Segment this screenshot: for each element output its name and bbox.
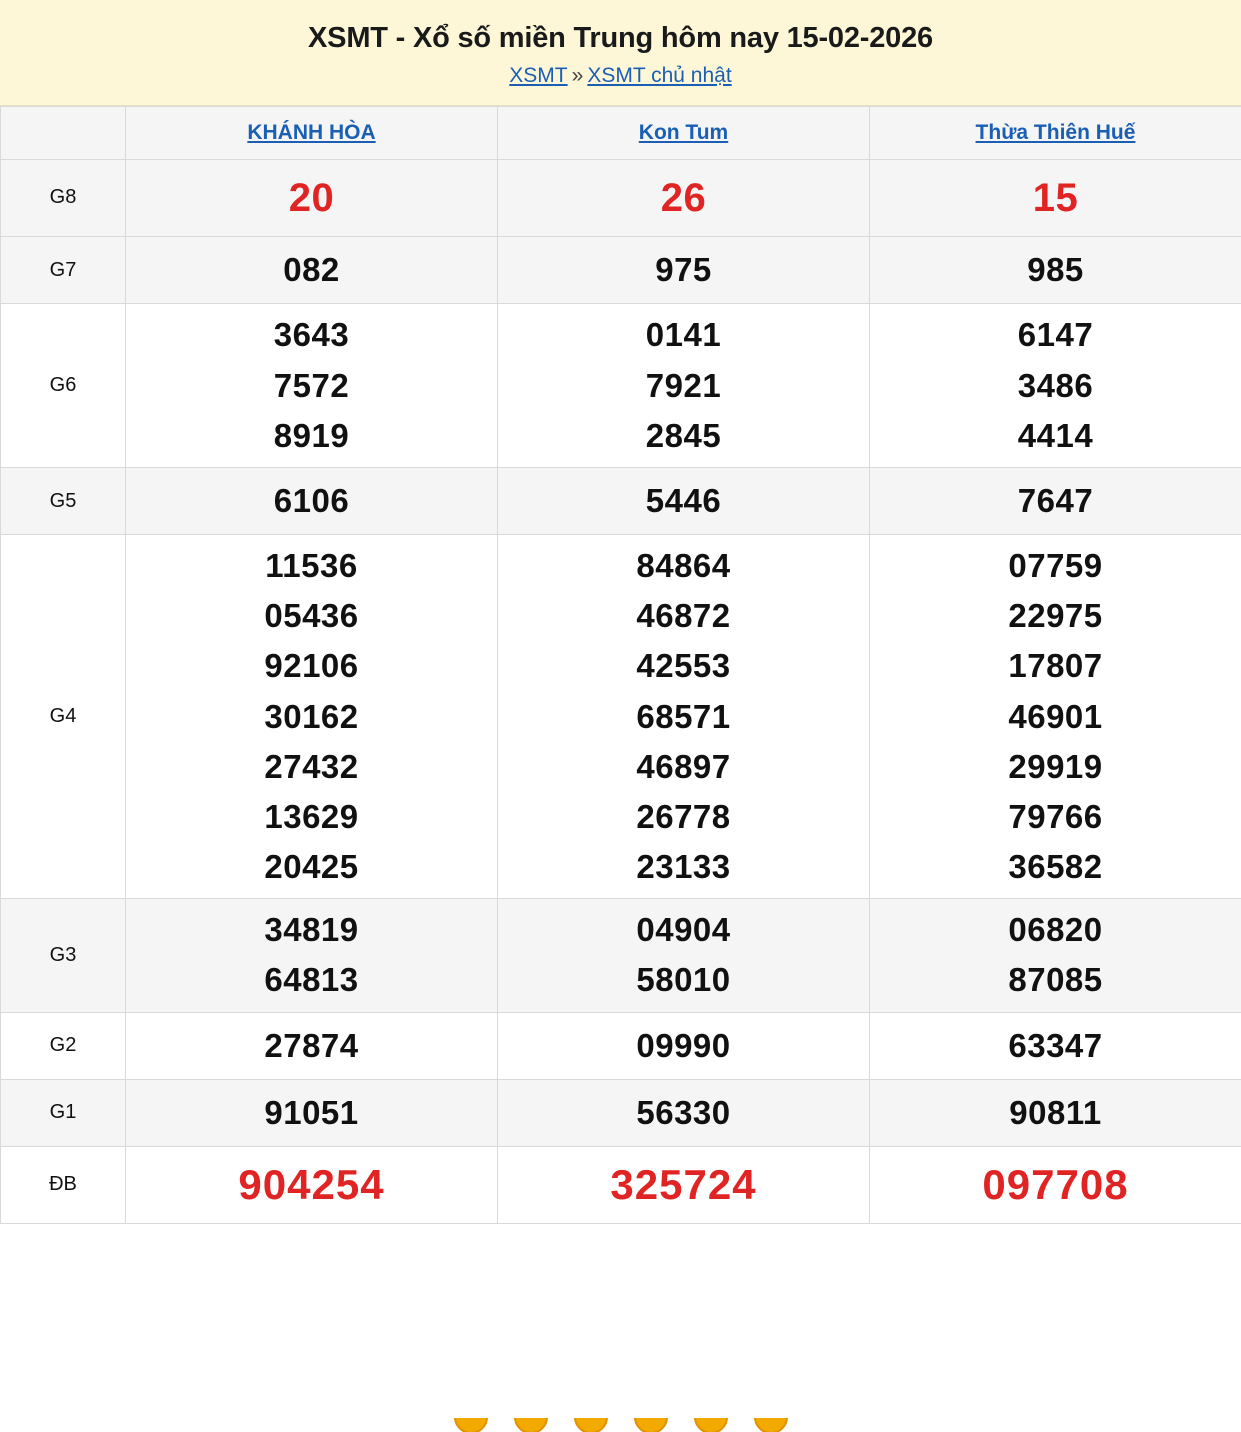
prize-label: G7 [1,237,126,304]
table-row [1,304,1241,467]
lottery-ball-icon [454,1418,488,1432]
prize-value: 56330 [498,1079,870,1146]
header-province-1 [498,106,870,159]
breadcrumb-separator: » [571,64,584,88]
prize-value: 7647 [870,467,1241,534]
province-link-khanh-hoa[interactable]: KHÁNH HÒA [247,120,376,144]
prize-value: 904254 [126,1146,498,1223]
prize-value: 06820 87085 [870,899,1241,1012]
prize-value: 09990 [498,1012,870,1079]
table-row [1,1012,1241,1079]
header-province-2 [870,106,1241,159]
page-header [0,0,1241,106]
breadcrumb-link-xsmt[interactable]: XSMT [509,64,568,88]
prize-value: 07759 22975 17807 46901 29919 79766 36582 [870,535,1241,899]
prize-value: 84864 46872 42553 68571 46897 26778 23133 [498,535,870,899]
table-row [1,467,1241,534]
table-row [1,535,1241,899]
prize-label: G6 [1,304,126,467]
prize-value: 90811 [870,1079,1241,1146]
lottery-ball-icon [754,1418,788,1432]
prize-label: G8 [1,159,126,237]
prize-value: 20 [126,159,498,237]
prize-value: 6106 [126,467,498,534]
prize-value: 11536 05436 92106 30162 27432 13629 20425 [126,535,498,899]
table-row [1,1146,1241,1223]
prize-label: G5 [1,467,126,534]
lottery-ball-icon [634,1418,668,1432]
table-header-row [1,106,1241,159]
prize-value: 975 [498,237,870,304]
table-row [1,1079,1241,1146]
prize-value: 985 [870,237,1241,304]
bottom-partial-row [0,1418,1241,1432]
lottery-ball-icon [514,1418,548,1432]
lottery-ball-icon [694,1418,728,1432]
table-row [1,237,1241,304]
prize-value: 097708 [870,1146,1241,1223]
page-title: XSMT - Xổ số miền Trung hôm nay 15-02-2026 [308,22,933,54]
prize-label: G2 [1,1012,126,1079]
prize-value: 26 [498,159,870,237]
province-link-thua-thien-hue[interactable]: Thừa Thiên Huế [975,120,1136,144]
breadcrumb [0,63,1241,88]
province-link-kon-tum[interactable]: Kon Tum [638,120,729,144]
prize-value: 325724 [498,1146,870,1223]
prize-value: 6147 3486 4414 [870,304,1241,467]
prize-value: 15 [870,159,1241,237]
prize-value: 082 [126,237,498,304]
prize-value: 3643 7572 8919 [126,304,498,467]
prize-value: 63347 [870,1012,1241,1079]
prize-value: 34819 64813 [126,899,498,1012]
table-row [1,159,1241,237]
prize-value: 0141 7921 2845 [498,304,870,467]
prize-value: 91051 [126,1079,498,1146]
breadcrumb-link-xsmt-chu-nhat[interactable]: XSMT chủ nhật [587,64,732,88]
prize-value: 5446 [498,467,870,534]
lottery-results-table [0,106,1241,1224]
lottery-ball-icon [574,1418,608,1432]
prize-label: G1 [1,1079,126,1146]
header-corner [1,106,126,159]
prize-value: 27874 [126,1012,498,1079]
prize-label: G3 [1,899,126,1012]
prize-label: G4 [1,535,126,899]
prize-value: 04904 58010 [498,899,870,1012]
prize-label: ĐB [1,1146,126,1223]
table-row [1,899,1241,1012]
header-province-0 [126,106,498,159]
